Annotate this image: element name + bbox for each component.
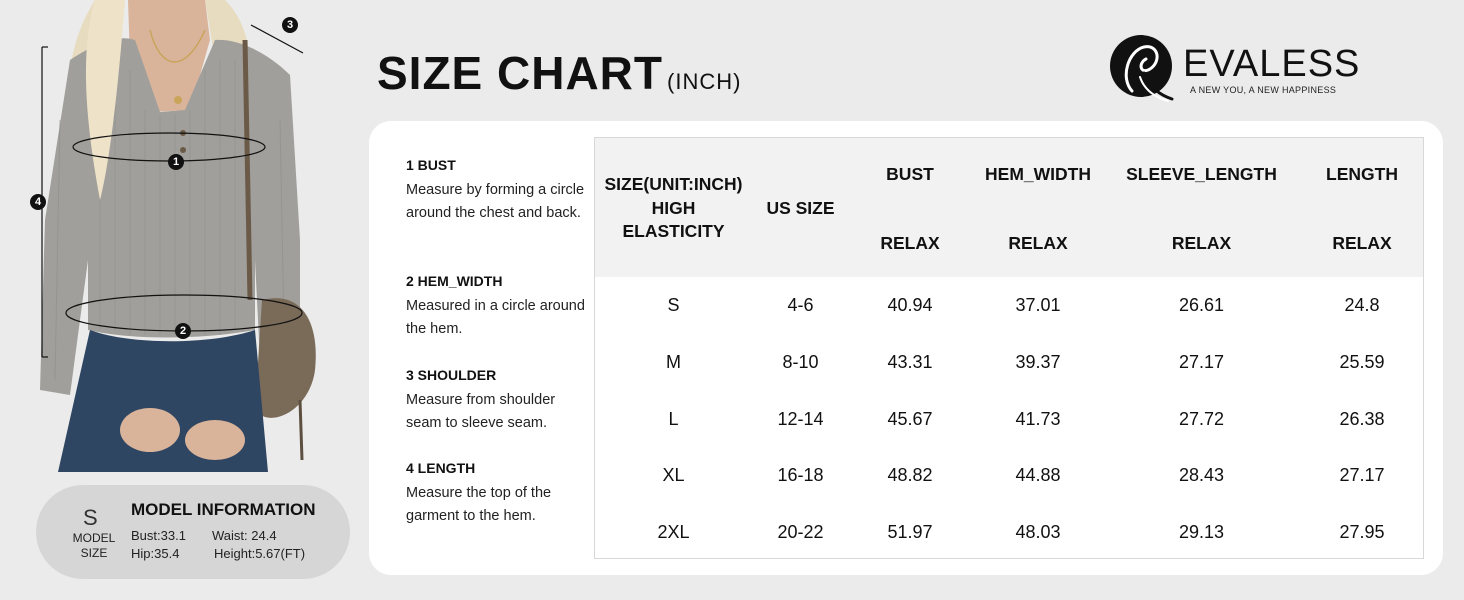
guide-shoulder-text: Measure from shoulder seam to sleeve seam. bbox=[406, 392, 556, 432]
header-hem-width-fit: RELAX bbox=[1008, 233, 1068, 253]
cell-bust: 40.94 bbox=[887, 295, 933, 315]
header-bust: BUST bbox=[886, 164, 934, 184]
cell-sleeve-length: 29.13 bbox=[1178, 522, 1225, 543]
header-size: SIZE(UNIT:INCH) HIGH ELASTICITY bbox=[604, 174, 743, 241]
model-size-letter: S bbox=[83, 505, 98, 530]
cell-us-size: 8-10 bbox=[782, 351, 819, 372]
guide-length-text: Measure the top of the garment to the hem. bbox=[406, 485, 552, 525]
header-bust-fit: RELAX bbox=[880, 233, 940, 253]
cell-us-size: 16-18 bbox=[777, 465, 824, 486]
cell-hem-width: 48.03 bbox=[1015, 522, 1061, 543]
header-us-size: US SIZE bbox=[766, 198, 835, 218]
cell-us-size: 4-6 bbox=[787, 295, 814, 315]
guide-shoulder-title: 3 SHOULDER bbox=[406, 367, 497, 383]
header-sleeve-length-fit: RELAX bbox=[1171, 233, 1232, 253]
guide-length bbox=[406, 459, 586, 529]
guide-bust bbox=[406, 156, 586, 226]
model-height: Height:5.67(FT) bbox=[214, 546, 306, 561]
cell-length: 24.8 bbox=[1344, 295, 1380, 315]
page-title-unit: (INCH) bbox=[667, 69, 742, 94]
cell-us-size: 12-14 bbox=[777, 408, 824, 429]
cell-sleeve-length: 28.43 bbox=[1178, 465, 1225, 486]
guide-shoulder bbox=[406, 366, 586, 436]
cell-length: 25.59 bbox=[1339, 351, 1385, 372]
guide-bust-title: 1 BUST bbox=[406, 157, 456, 173]
page-title bbox=[377, 46, 741, 100]
guide-length-title: 4 LENGTH bbox=[406, 460, 476, 476]
page-title-text: SIZE CHART bbox=[377, 47, 663, 99]
cell-bust: 51.97 bbox=[887, 522, 933, 543]
brand-name: EVALESS bbox=[1183, 43, 1361, 85]
cell-length: 27.17 bbox=[1339, 465, 1385, 486]
shoulder-callout: 3 bbox=[282, 17, 298, 33]
length-callout: 4 bbox=[30, 194, 46, 210]
guide-hem-width-title: 2 HEM_WIDTH bbox=[406, 273, 503, 289]
guide-bust-text: Measure by forming a circle around the chest and back. bbox=[406, 182, 585, 222]
model-info-title: MODEL INFORMATION bbox=[131, 500, 316, 519]
guide-hem-width-text: Measured in a circle around the hem. bbox=[406, 298, 585, 338]
cell-hem-width: 39.37 bbox=[1015, 351, 1061, 372]
guide-hem-width bbox=[406, 272, 586, 342]
cell-hem-width: 41.73 bbox=[1015, 408, 1061, 429]
cell-us-size: 20-22 bbox=[777, 522, 824, 543]
cell-hem-width: 44.88 bbox=[1015, 465, 1061, 486]
cell-size: M bbox=[666, 351, 681, 372]
cell-bust: 43.31 bbox=[887, 351, 933, 372]
size-table bbox=[594, 137, 1424, 559]
cell-length: 26.38 bbox=[1339, 408, 1385, 429]
bust-callout: 1 bbox=[168, 154, 184, 170]
model-hip: Hip:35.4 bbox=[131, 546, 180, 561]
model-waist: Waist: 24.4 bbox=[212, 528, 277, 543]
model-bust: Bust:33.1 bbox=[131, 528, 186, 543]
hem-callout: 2 bbox=[175, 323, 191, 339]
model-size-caption: MODEL SIZE bbox=[72, 531, 116, 560]
header-hem-width: HEM_WIDTH bbox=[985, 164, 1091, 184]
brand-logo-icon bbox=[1110, 33, 1176, 103]
cell-bust: 48.82 bbox=[887, 465, 933, 486]
cell-length: 27.95 bbox=[1339, 522, 1385, 543]
cell-bust: 45.67 bbox=[887, 408, 933, 429]
brand-tagline: A NEW YOU, A NEW HAPPINESS bbox=[1190, 85, 1337, 95]
cell-hem-width: 37.01 bbox=[1015, 295, 1061, 315]
cell-sleeve-length: 27.17 bbox=[1178, 351, 1225, 372]
header-sleeve-length: SLEEVE_LENGTH bbox=[1126, 164, 1277, 184]
cell-sleeve-length: 27.72 bbox=[1178, 408, 1225, 429]
header-length-fit: RELAX bbox=[1332, 233, 1392, 253]
cell-size: XL bbox=[662, 465, 685, 486]
cell-size: 2XL bbox=[657, 522, 690, 543]
cell-sleeve-length: 26.61 bbox=[1178, 295, 1225, 315]
model-photo bbox=[0, 0, 330, 472]
header-length: LENGTH bbox=[1326, 164, 1398, 184]
cell-size: S bbox=[667, 295, 680, 315]
cell-size: L bbox=[668, 408, 679, 429]
